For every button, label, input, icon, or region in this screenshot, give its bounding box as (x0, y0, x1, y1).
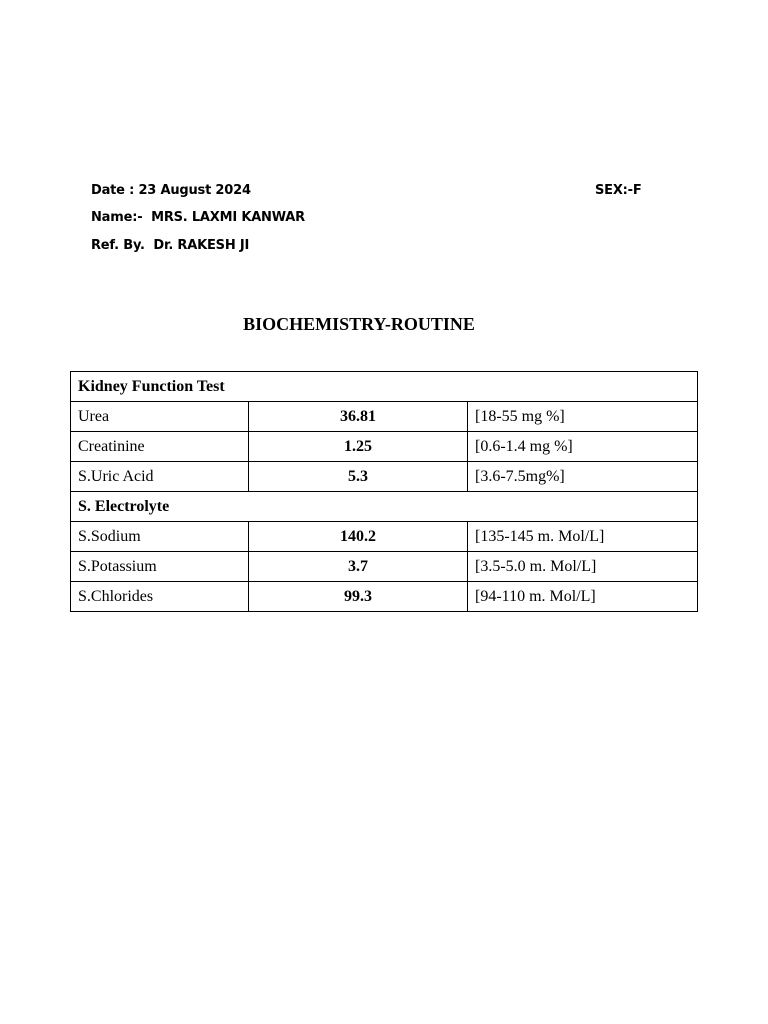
reference-range: [0.6-1.4 mg %] (468, 432, 698, 462)
reference-range: [3.6-7.5mg%] (468, 462, 698, 492)
test-value: 99.3 (249, 582, 468, 612)
date-separator: : (124, 183, 139, 198)
name-value: MRS. LAXMI KANWAR (151, 210, 305, 225)
name-label: Name:- (91, 210, 143, 225)
date-label: Date (91, 183, 125, 198)
test-name: Creatinine (71, 432, 249, 462)
table-row (71, 522, 698, 552)
reference-range: [94-110 m. Mol/L] (468, 582, 698, 612)
sex-value: F (632, 183, 642, 198)
referred-by (91, 238, 249, 253)
test-name: S.Potassium (71, 552, 249, 582)
test-value: 1.25 (249, 432, 468, 462)
section-row (71, 492, 698, 522)
report-date (91, 183, 251, 198)
test-name: S.Sodium (71, 522, 249, 552)
section-title: Kidney Function Test (71, 372, 698, 402)
table-row (71, 462, 698, 492)
test-value: 3.7 (249, 552, 468, 582)
table-row (71, 552, 698, 582)
test-value: 140.2 (249, 522, 468, 552)
patient-sex (595, 183, 642, 198)
test-name: S.Chlorides (71, 582, 249, 612)
patient-name (91, 210, 305, 225)
table-row (71, 402, 698, 432)
date-value: 23 August 2024 (138, 183, 251, 198)
test-name: S.Uric Acid (71, 462, 249, 492)
section-title: S. Electrolyte (71, 492, 698, 522)
ref-value: Dr. RAKESH JI (153, 238, 250, 253)
sex-label: SEX:- (595, 183, 633, 198)
test-name: Urea (71, 402, 249, 432)
reference-range: [135-145 m. Mol/L] (468, 522, 698, 552)
ref-label: Ref. By. (91, 238, 145, 253)
section-row (71, 372, 698, 402)
table-row (71, 432, 698, 462)
reference-range: [18-55 mg %] (468, 402, 698, 432)
test-value: 36.81 (249, 402, 468, 432)
report-title: BIOCHEMISTRY-ROUTINE (243, 314, 475, 334)
test-value: 5.3 (249, 462, 468, 492)
results-table (70, 371, 698, 612)
table-row (71, 582, 698, 612)
reference-range: [3.5-5.0 m. Mol/L] (468, 552, 698, 582)
